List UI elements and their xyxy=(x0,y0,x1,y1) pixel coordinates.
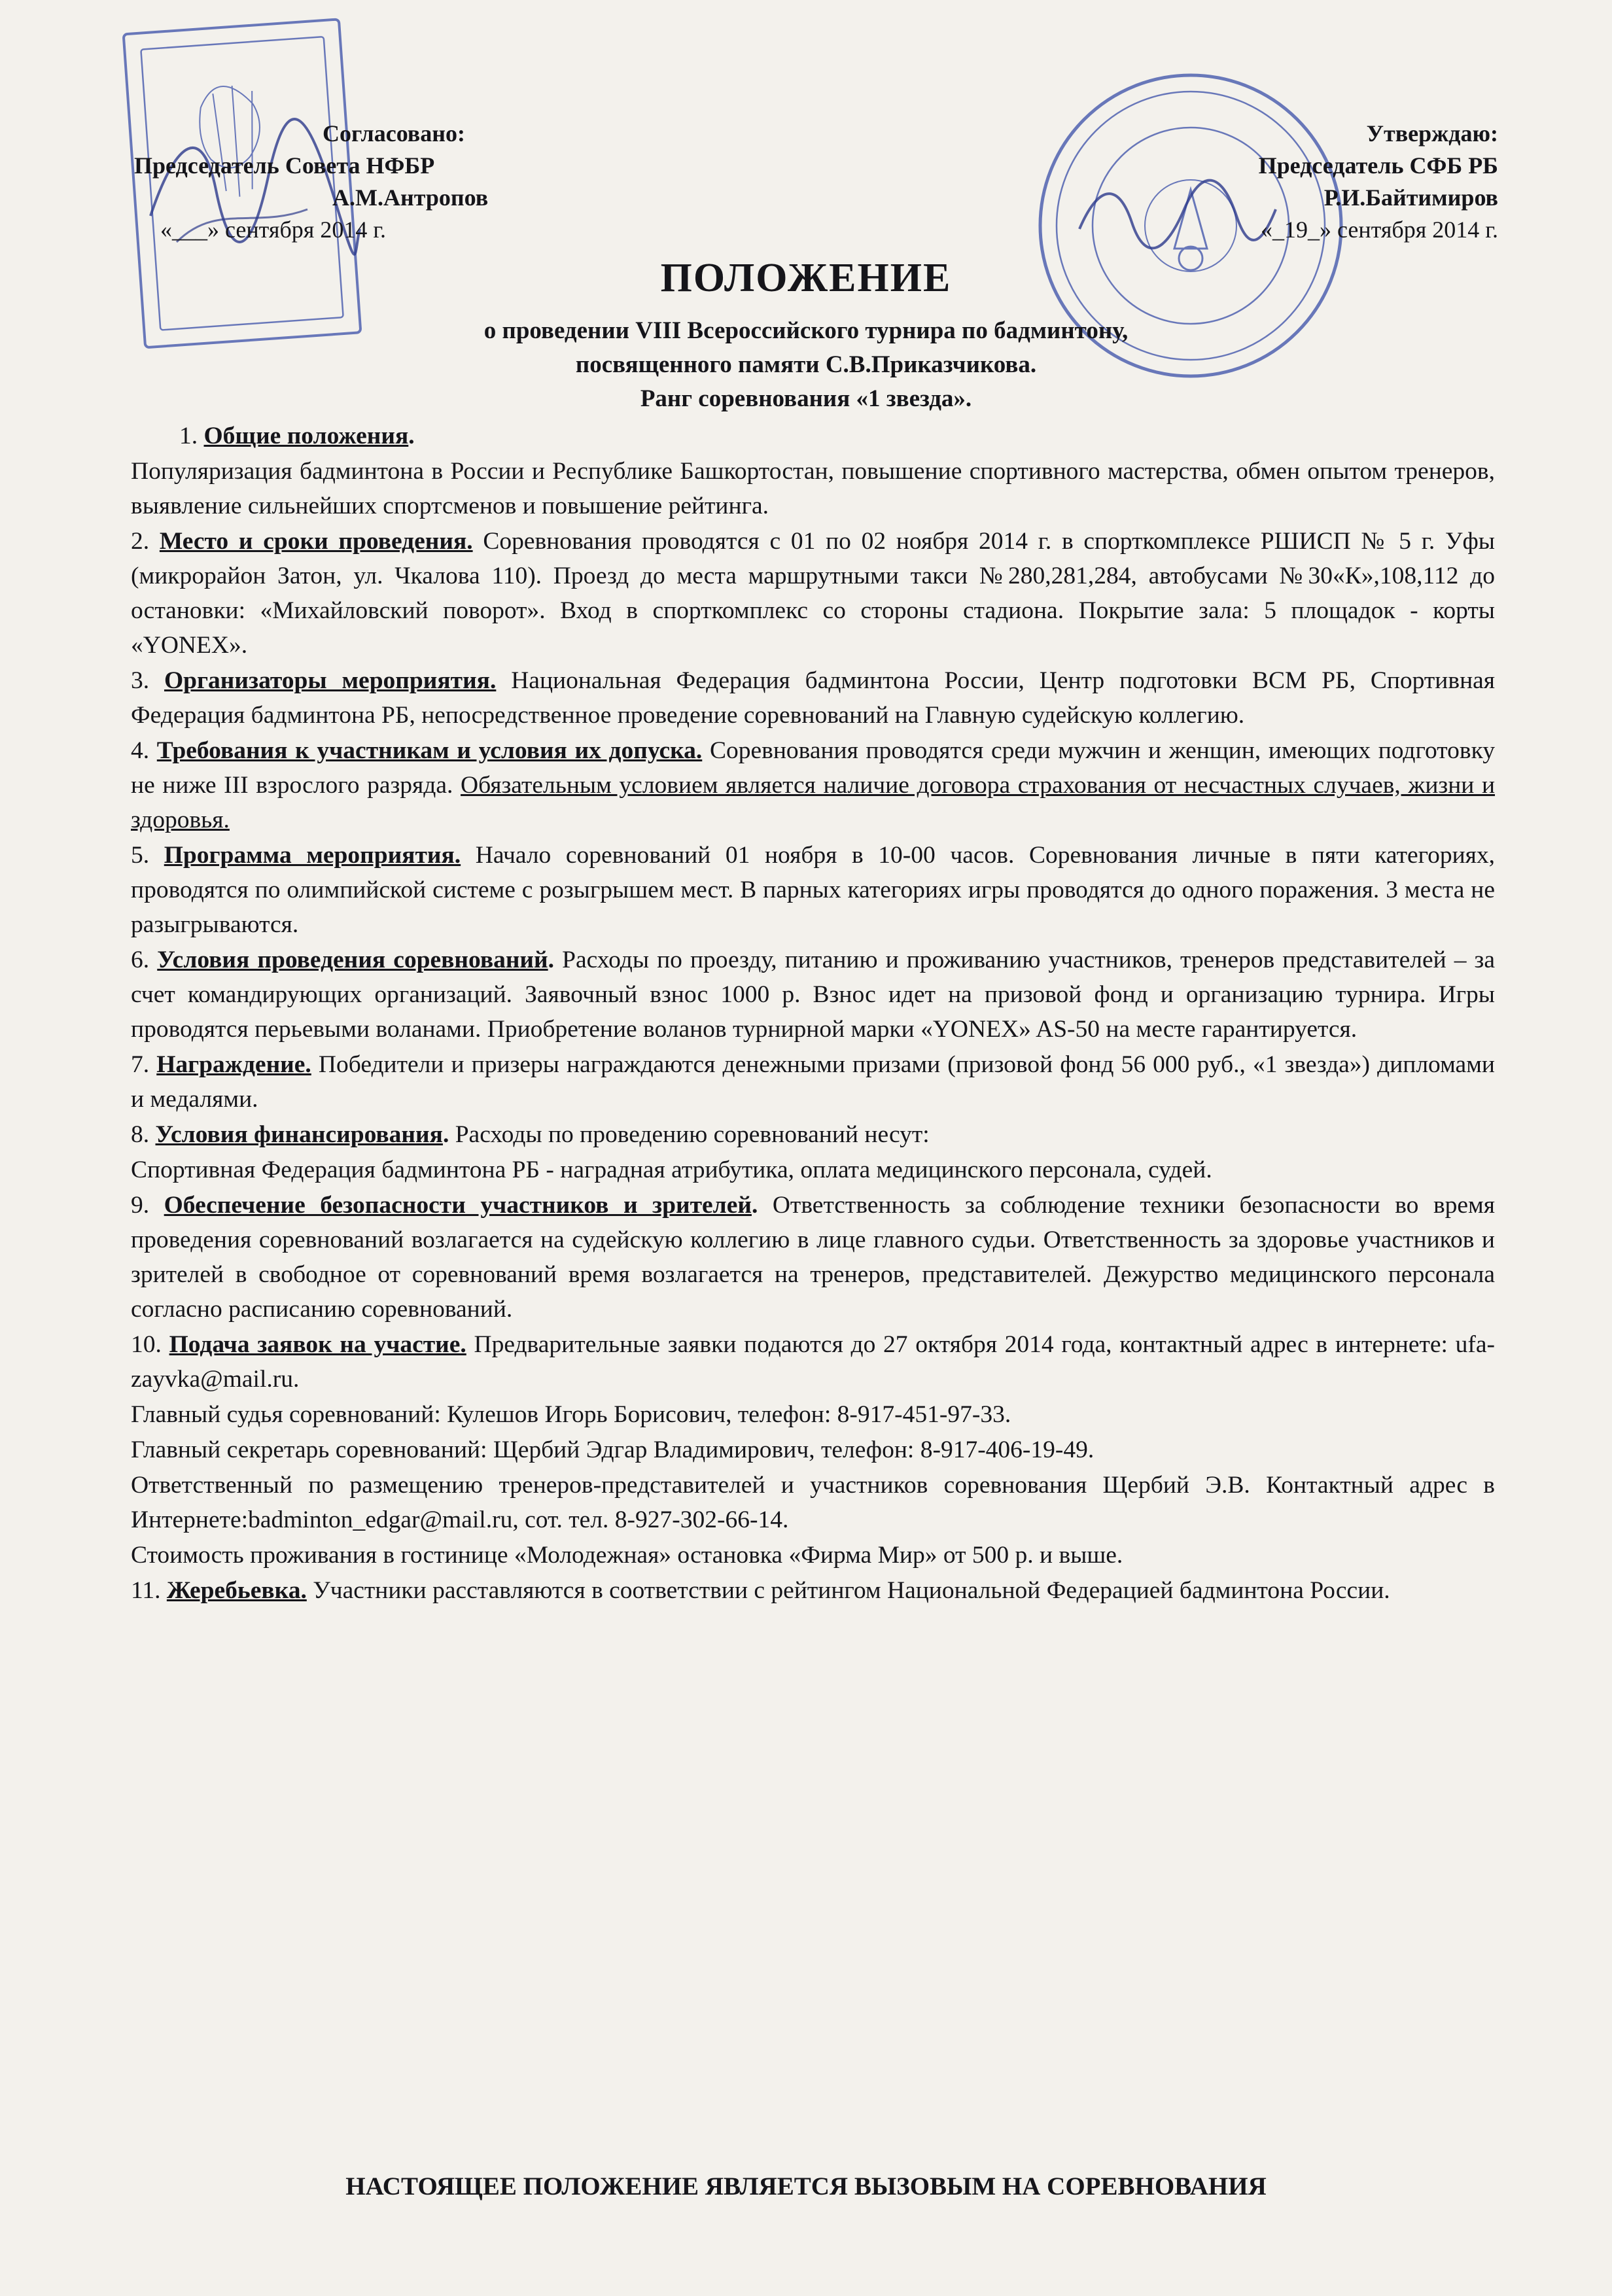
section-heading: Жеребьевка. xyxy=(166,1577,307,1604)
section-3 xyxy=(131,663,1495,733)
section-heading: Программа мероприятия. xyxy=(164,842,461,869)
subtitle-line-2: посвященного памяти С.В.Приказчикова. xyxy=(575,351,1037,378)
confirm-date: «_19_» сентября 2014 г. xyxy=(1260,217,1498,243)
section-text: Предварительные заявки подаются до 27 октября 2014 года, контактный адрес в интернете: ufa-zayvka@mail.ru. xyxy=(131,1331,1495,1393)
section-8-text-2: Спортивная Федерация бадминтона РБ - наградная атрибутика, оплата медицинского персонала, судей. xyxy=(131,1157,1212,1183)
section-text: Победители и призеры награждаются денежными призами (призовой фонд 56 000 руб., «1 звезда») дипломами и медалями. xyxy=(131,1051,1496,1113)
section-text: Расходы по проезду, питанию и проживанию участников, тренеров представителей – за счет командирующих организаций. Заявочный взнос 1000 р. Взнос идет на призовой фонд и организацию турнира. Игры проводятся перьевыми воланами. Приобретение воланов турнирной марки «YONEX» AS-50 на месте гарантируется. xyxy=(131,947,1496,1043)
section-heading: Подача заявок на участие. xyxy=(169,1331,466,1358)
section-number: 1. xyxy=(179,423,198,449)
heading-tail: . xyxy=(548,947,555,973)
section-8 xyxy=(131,1117,1495,1152)
chief-judge: Главный судья соревнований: Кулешов Игорь Борисович, телефон: 8-917-451-97-33. xyxy=(131,1401,1011,1428)
approval-date: «___» сентября 2014 г. xyxy=(160,217,387,243)
document-body xyxy=(131,419,1495,1609)
section-4 xyxy=(131,733,1495,837)
section-11 xyxy=(131,1573,1495,1608)
confirm-label: Утверждаю: xyxy=(1366,120,1498,147)
insurance-requirement: Обязательным условием является наличие договора страхования от несчастных случаев, жизни и здоровья. xyxy=(131,772,1496,833)
heading-tail: . xyxy=(442,1121,449,1148)
section-number: 4. xyxy=(131,737,150,764)
section-heading: Награждение. xyxy=(156,1051,311,1078)
section-text: Ответственность за соблюдение техники безопасности во время проведения соревнований возлагается на судейскую коллегию в лице главного судьи. Ответственность за здоровье участников и зрителей в свободное от соревнований время возлагается на тренеров, представителей. Дежурство медицинского персонала согласно расписанию соревнований. xyxy=(131,1192,1496,1323)
section-9 xyxy=(131,1188,1495,1327)
section-7 xyxy=(131,1047,1495,1117)
subtitle-line-1: о проведении VIII Всероссийского турнира по бадминтону, xyxy=(483,317,1129,344)
section-text: Соревнования проводятся среди мужчин и женщин, имеющих подготовку не ниже III взрослого разряда. xyxy=(131,737,1496,799)
approval-block-right xyxy=(1047,118,1498,246)
approver-position: Председатель Совета НФБР xyxy=(134,152,435,179)
section-1 xyxy=(131,419,1495,453)
section-number: 3. xyxy=(131,667,150,694)
section-number: 2. xyxy=(131,528,150,555)
chief-secretary: Главный секретарь соревнований: Щербий Эдгар Владимирович, телефон: 8-917-406-19-49. xyxy=(131,1436,1095,1463)
section-2 xyxy=(131,524,1495,663)
approved-label: Согласовано: xyxy=(323,120,465,147)
heading-tail: . xyxy=(408,423,415,449)
document-title: ПОЛОЖЕНИЕ xyxy=(660,256,952,300)
section-heading: Условия проведения соревнований xyxy=(157,947,548,973)
section-heading: Место и сроки проведения. xyxy=(159,528,473,555)
hotel-cost: Стоимость проживания в гостинице «Молодежная» остановка «Фирма Мир» от 500 р. и выше. xyxy=(131,1542,1123,1569)
section-number: 5. xyxy=(131,842,150,869)
section-heading: Общие положения xyxy=(203,423,409,449)
section-number: 7. xyxy=(131,1051,150,1078)
section-number: 6. xyxy=(131,947,150,973)
section-number: 10. xyxy=(131,1331,162,1358)
section-1-text: Популяризация бадминтона в России и Республике Башкортостан, повышение спортивного мастерства, обмен опытом тренеров, выявление сильнейших спортсменов и повышение рейтинга. xyxy=(131,458,1495,519)
section-text: Начало соревнований 01 ноября в 10-00 часов. Соревнования личные в пяти категориях, проводятся по олимпийской системе с розыгрышем мест. В парных категориях игры проводятся до одного поражения. 3 места не разыгрываются. xyxy=(131,842,1496,938)
accommodation-responsible: Ответственный по размещению тренеров-представителей и участников соревнования Щербий Э.В. Контактный адрес в Интернете:badminton_edgar@mail.ru, сот. тел. 8-927-302-66-14. xyxy=(131,1472,1495,1533)
section-heading: Организаторы мероприятия. xyxy=(164,667,497,694)
section-10 xyxy=(131,1327,1495,1397)
confirmer-position: Председатель СФБ РБ xyxy=(1258,152,1498,179)
section-number: 8. xyxy=(131,1121,150,1148)
heading-tail: . xyxy=(751,1192,758,1219)
section-text: Участники расставляются в соответствии с рейтингом Национальной Федерацией бадминтона России. xyxy=(313,1577,1390,1604)
closing-statement: НАСТОЯЩЕЕ ПОЛОЖЕНИЕ ЯВЛЯЕТСЯ ВЫЗОВЫМ НА СОРЕВНОВАНИЯ xyxy=(345,2172,1267,2200)
confirmer-name: Р.И.Байтимиров xyxy=(1323,184,1498,211)
section-heading: Требования к участникам и условия их допуска. xyxy=(156,737,703,764)
section-number: 9. xyxy=(131,1192,150,1219)
subtitle-line-3: Ранг соревнования «1 звезда». xyxy=(640,385,972,412)
section-heading: Условия финансирования xyxy=(155,1121,443,1148)
section-5 xyxy=(131,838,1495,942)
section-text: Соревнования проводятся с 01 по 02 ноября 2014 г. в спорткомплексе РШИСП № 5 г. Уфы (микрорайон Затон, ул. Чкалова 110). Проезд до места маршрутными такси №280,281,284, автобусами №30«К»,108,112 до остановки: «Михайловский поворот». Вход в спорткомплекс со стороны стадиона. Покрытие зала: 5 площадок - корты «YONEX». xyxy=(131,528,1496,659)
document-subtitle xyxy=(0,314,1612,416)
section-text: Расходы по проведению соревнований несут: xyxy=(455,1121,930,1148)
section-heading: Обеспечение безопасности участников и зрителей xyxy=(164,1192,752,1219)
section-text: Национальная Федерация бадминтона России, Центр подготовки ВСМ РБ, Спортивная Федерация бадминтона РБ, непосредственное проведение соревнований на Главную судейскую коллегию. xyxy=(131,667,1496,729)
section-number: 11. xyxy=(131,1577,161,1604)
section-6 xyxy=(131,943,1495,1047)
approver-name: А.М.Антропов xyxy=(332,184,489,211)
approval-block-left xyxy=(134,118,553,246)
